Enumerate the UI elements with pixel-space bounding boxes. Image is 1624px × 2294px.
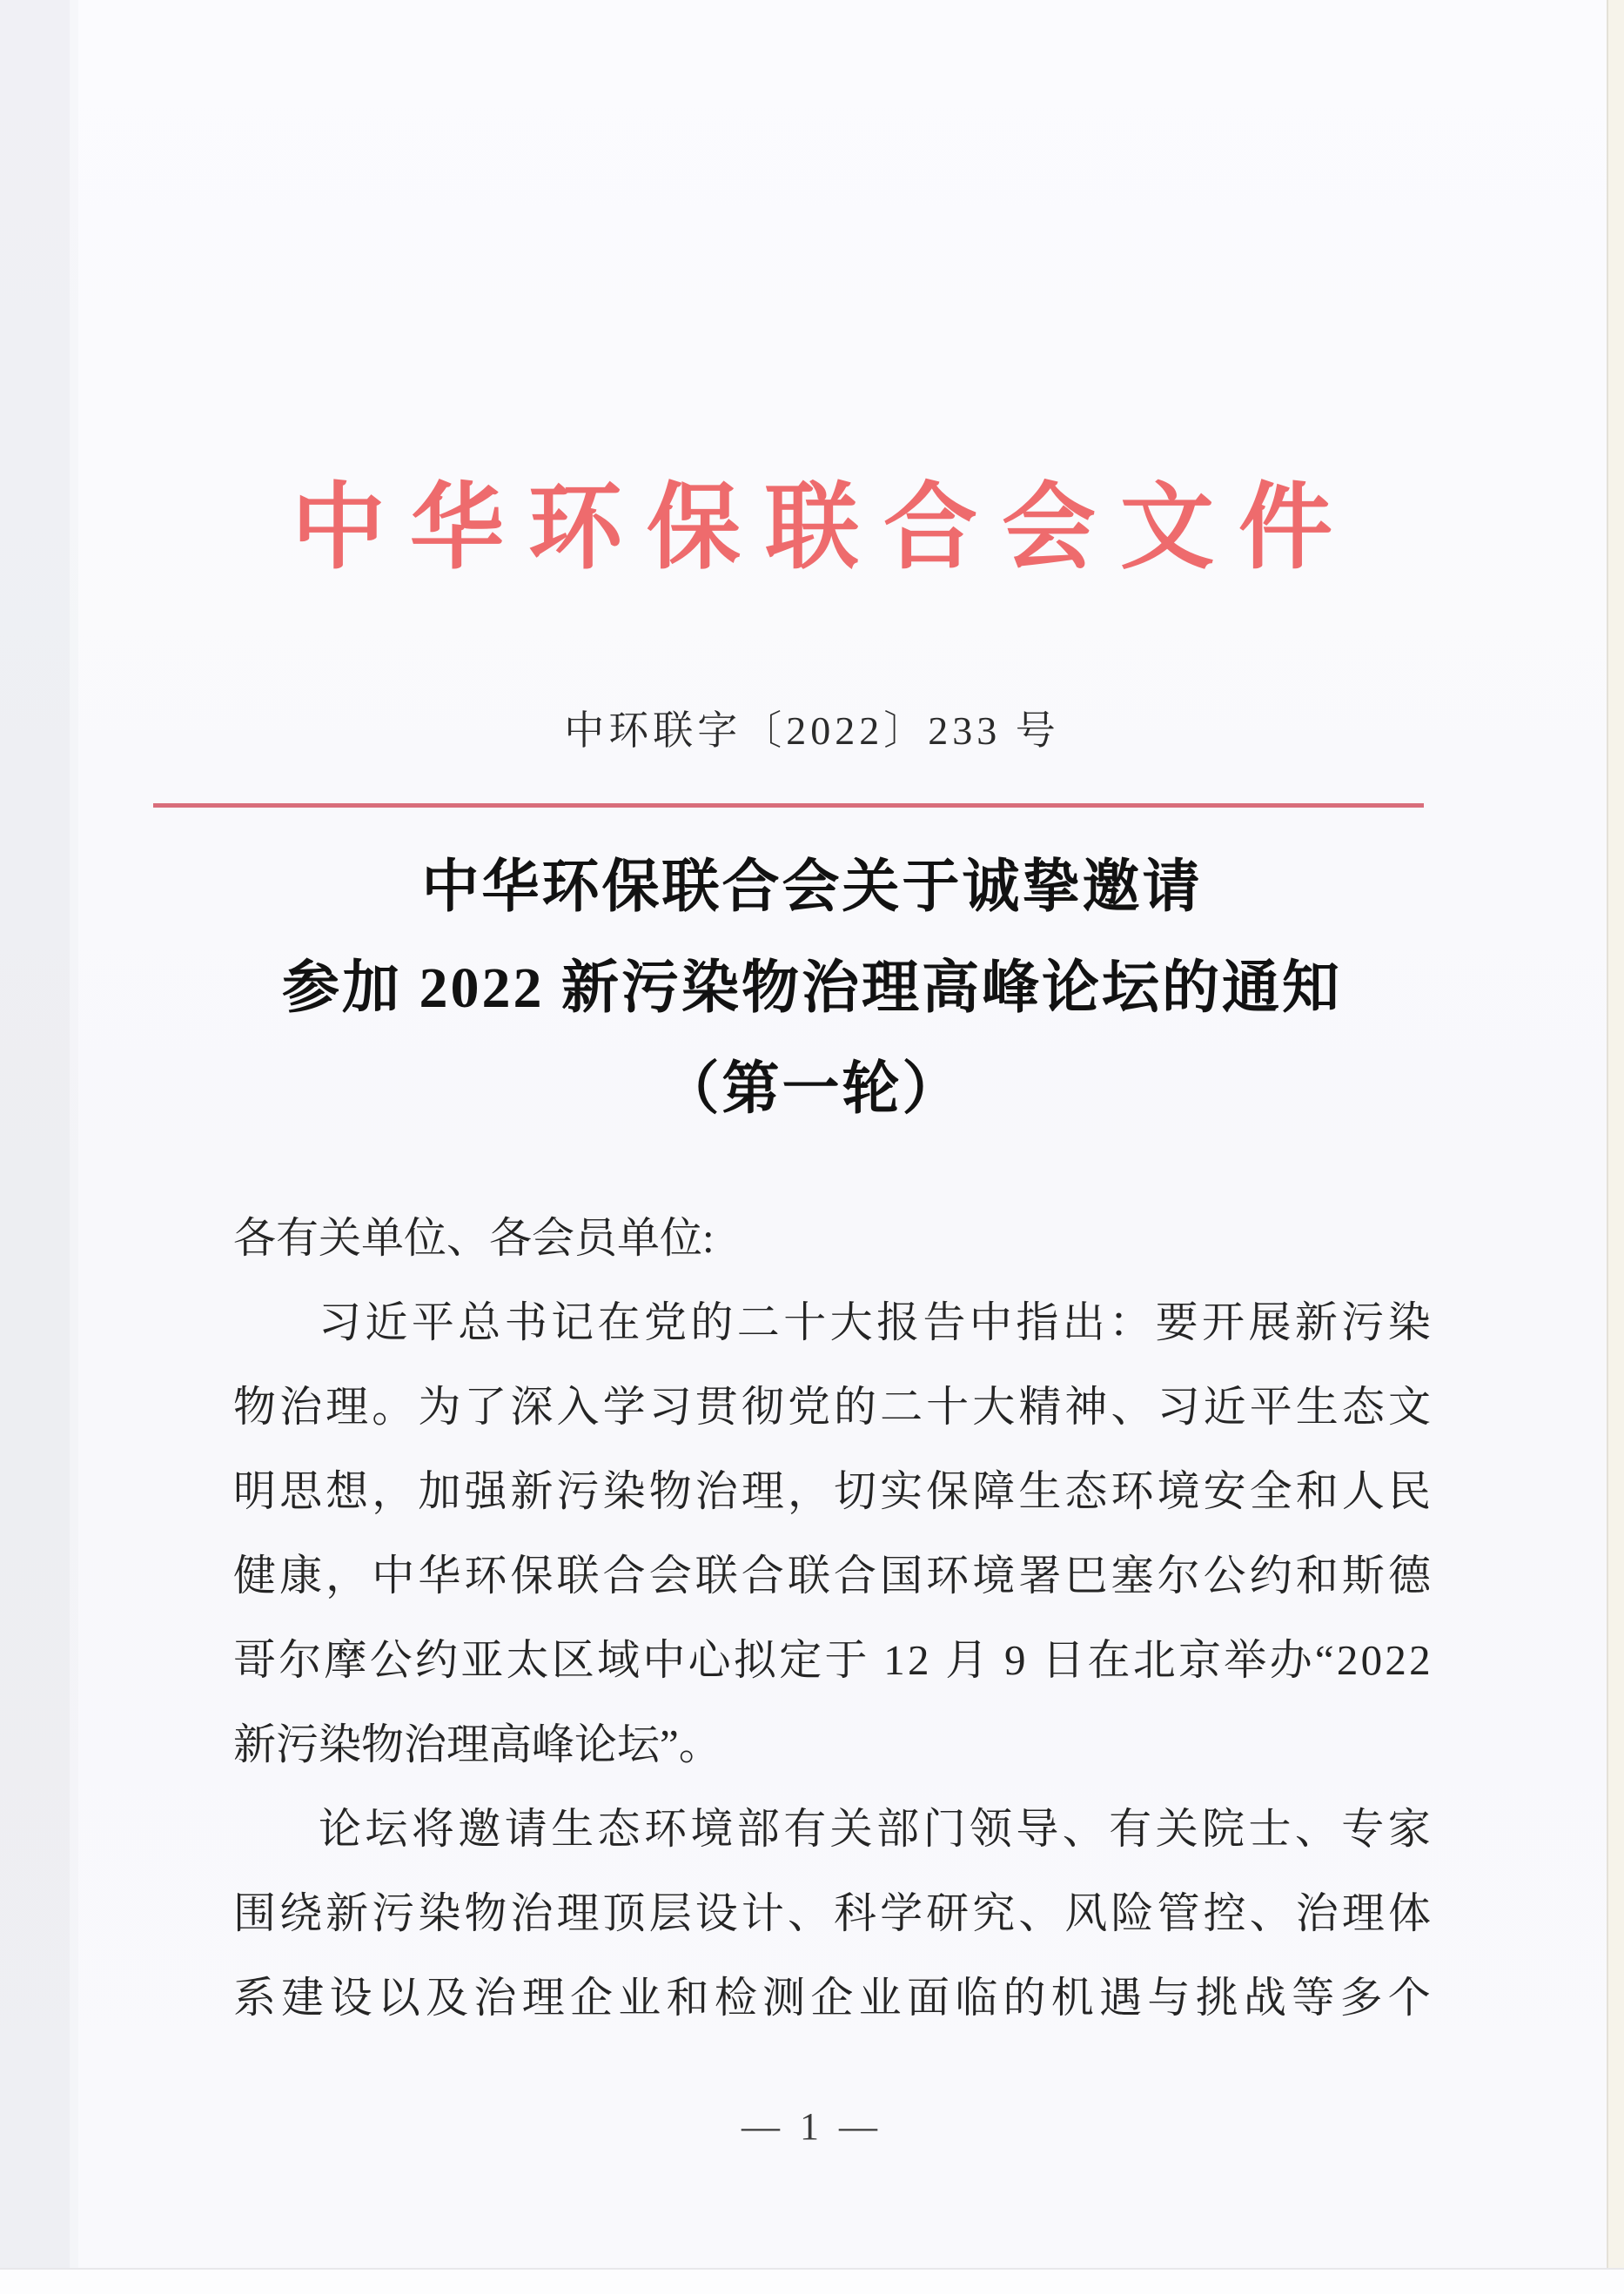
scan-streak [0, 0, 70, 2294]
red-divider-line [153, 803, 1424, 808]
scan-page-bottom-edge [0, 2268, 1624, 2294]
body-line: 习 近 平 总 书 记 在 党 的 二 十 大 报 告 中 指 出 ： 要 开 展 新 污 染 [319, 1298, 1431, 1346]
body-line: 哥 尔 摩 公 约 亚 太 区 域 中 心 拟 定 于 1 2 月 9 日 在 北 京 举 办 “ 2 0 2 2 [233, 1636, 1431, 1684]
body-line: 系 建 设 以 及 治 理 企 业 和 检 测 企 业 面 临 的 机 遇 与 挑 战 等 多 个 [233, 1974, 1431, 2022]
scan-page-right-edge [1607, 0, 1624, 2294]
body-line: 论 坛 将 邀 请 生 态 环 境 部 有 关 部 门 领 导 、 有 关 院 士 、 专 家 [319, 1805, 1431, 1853]
body-line: 明 思 想 ， 加 强 新 污 染 物 治 理 ， 切 实 保 障 生 态 环 境 安 全 和 人 民 [233, 1467, 1431, 1515]
paragraphs [233, 1280, 1431, 2040]
page-number: — 1 — [742, 2105, 882, 2148]
body-line: 健 康 ， 中 华 环 保 联 合 会 联 合 联 合 国 环 境 署 巴 塞 尔 公 约 和 斯 德 [233, 1552, 1431, 1600]
body-line: 围 绕 新 污 染 物 治 理 顶 层 设 计 、 科 学 研 究 、 风 险 管 控 、 治 理 体 [233, 1889, 1431, 1937]
document-body [233, 1196, 1431, 2040]
document-title [0, 837, 1624, 1140]
paragraph [233, 1280, 1431, 1787]
scan-streak [0, 0, 78, 2294]
agency-letterhead-title: 中华环保联合会文件 [291, 477, 1357, 580]
title-line: 参加 2022 新污染物治理高峰论坛的通知 [282, 956, 1342, 1020]
paragraph [233, 1787, 1431, 2040]
title-line: 中华环保联合会关于诚挚邀请 [421, 855, 1203, 919]
body-line: 新污染物治理高峰论坛”。 [233, 1720, 721, 1768]
document-reference-number: 中环联字〔2022〕233 号 [564, 708, 1060, 753]
body-line: 物 治 理 。 为 了 深 入 学 习 贯 彻 党 的 二 十 大 精 神 、 习 近 平 生 态 文 [233, 1383, 1431, 1431]
salutation: 各有关单位、各会员单位: [233, 1214, 715, 1262]
title-line: （第一轮） [661, 1057, 963, 1121]
